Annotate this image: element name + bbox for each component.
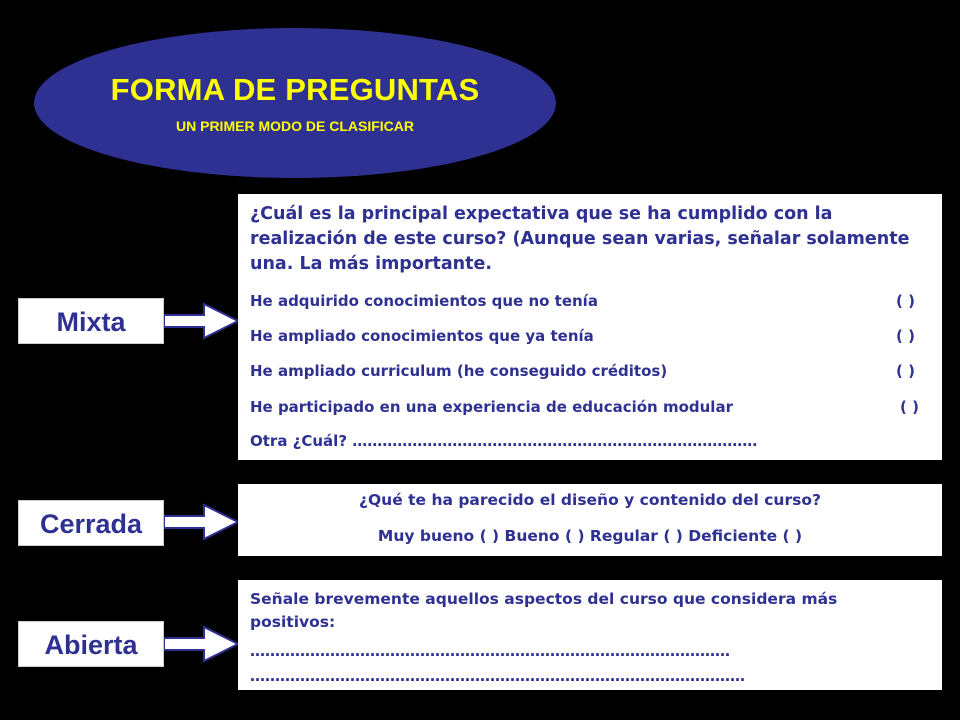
choices-cerrada: Muy bueno ( ) Bueno ( ) Regular ( ) Deficiente ( )	[377, 527, 803, 545]
question-abierta: Señale brevemente aquellos aspectos del curso que considera más positivos:	[250, 590, 838, 631]
arrow-right-icon	[164, 302, 240, 340]
arrow-right-icon	[164, 503, 240, 541]
option-checkbox[interactable]: ( )	[900, 398, 919, 416]
label-cerrada: Cerrada	[18, 500, 164, 546]
arrow-right-icon	[164, 625, 240, 663]
panel-abierta	[238, 580, 942, 690]
panel-cerrada	[238, 484, 942, 556]
option-checkbox[interactable]: ( )	[896, 362, 915, 380]
option-item: He adquirido conocimientos que no tenía	[250, 292, 598, 310]
option-item: He ampliado conocimientos que ya tenía	[250, 327, 594, 345]
label-mixta: Mixta	[18, 298, 164, 344]
label-abierta: Abierta	[18, 621, 164, 667]
page-subtitle: UN PRIMER MODO DE CLASIFICAR	[176, 118, 414, 134]
question-cerrada: ¿Qué te ha parecido el diseño y contenido del curso?	[359, 491, 821, 509]
option-checkbox[interactable]: ( )	[896, 327, 915, 345]
option-item: He participado en una experiencia de educación modular	[250, 398, 733, 416]
panel-mixta	[238, 194, 942, 460]
option-other: Otra ¿Cuál? ………………………………………………………………………	[250, 432, 758, 450]
option-item: He ampliado curriculum (he conseguido créditos)	[250, 362, 668, 380]
title-ellipse	[34, 28, 556, 178]
answer-line[interactable]: ……………………………………………………………………………………	[250, 642, 730, 660]
answer-line[interactable]: ………………………………………………………………………………………	[250, 667, 745, 685]
option-checkbox[interactable]: ( )	[896, 292, 915, 310]
page-title: FORMA DE PREGUNTAS	[110, 72, 480, 107]
question-mixta: ¿Cuál es la principal expectativa que se ha cumplido con la realización de este curso? (Aunque sean varias, señalar solamente una. La más importante.	[250, 204, 910, 274]
